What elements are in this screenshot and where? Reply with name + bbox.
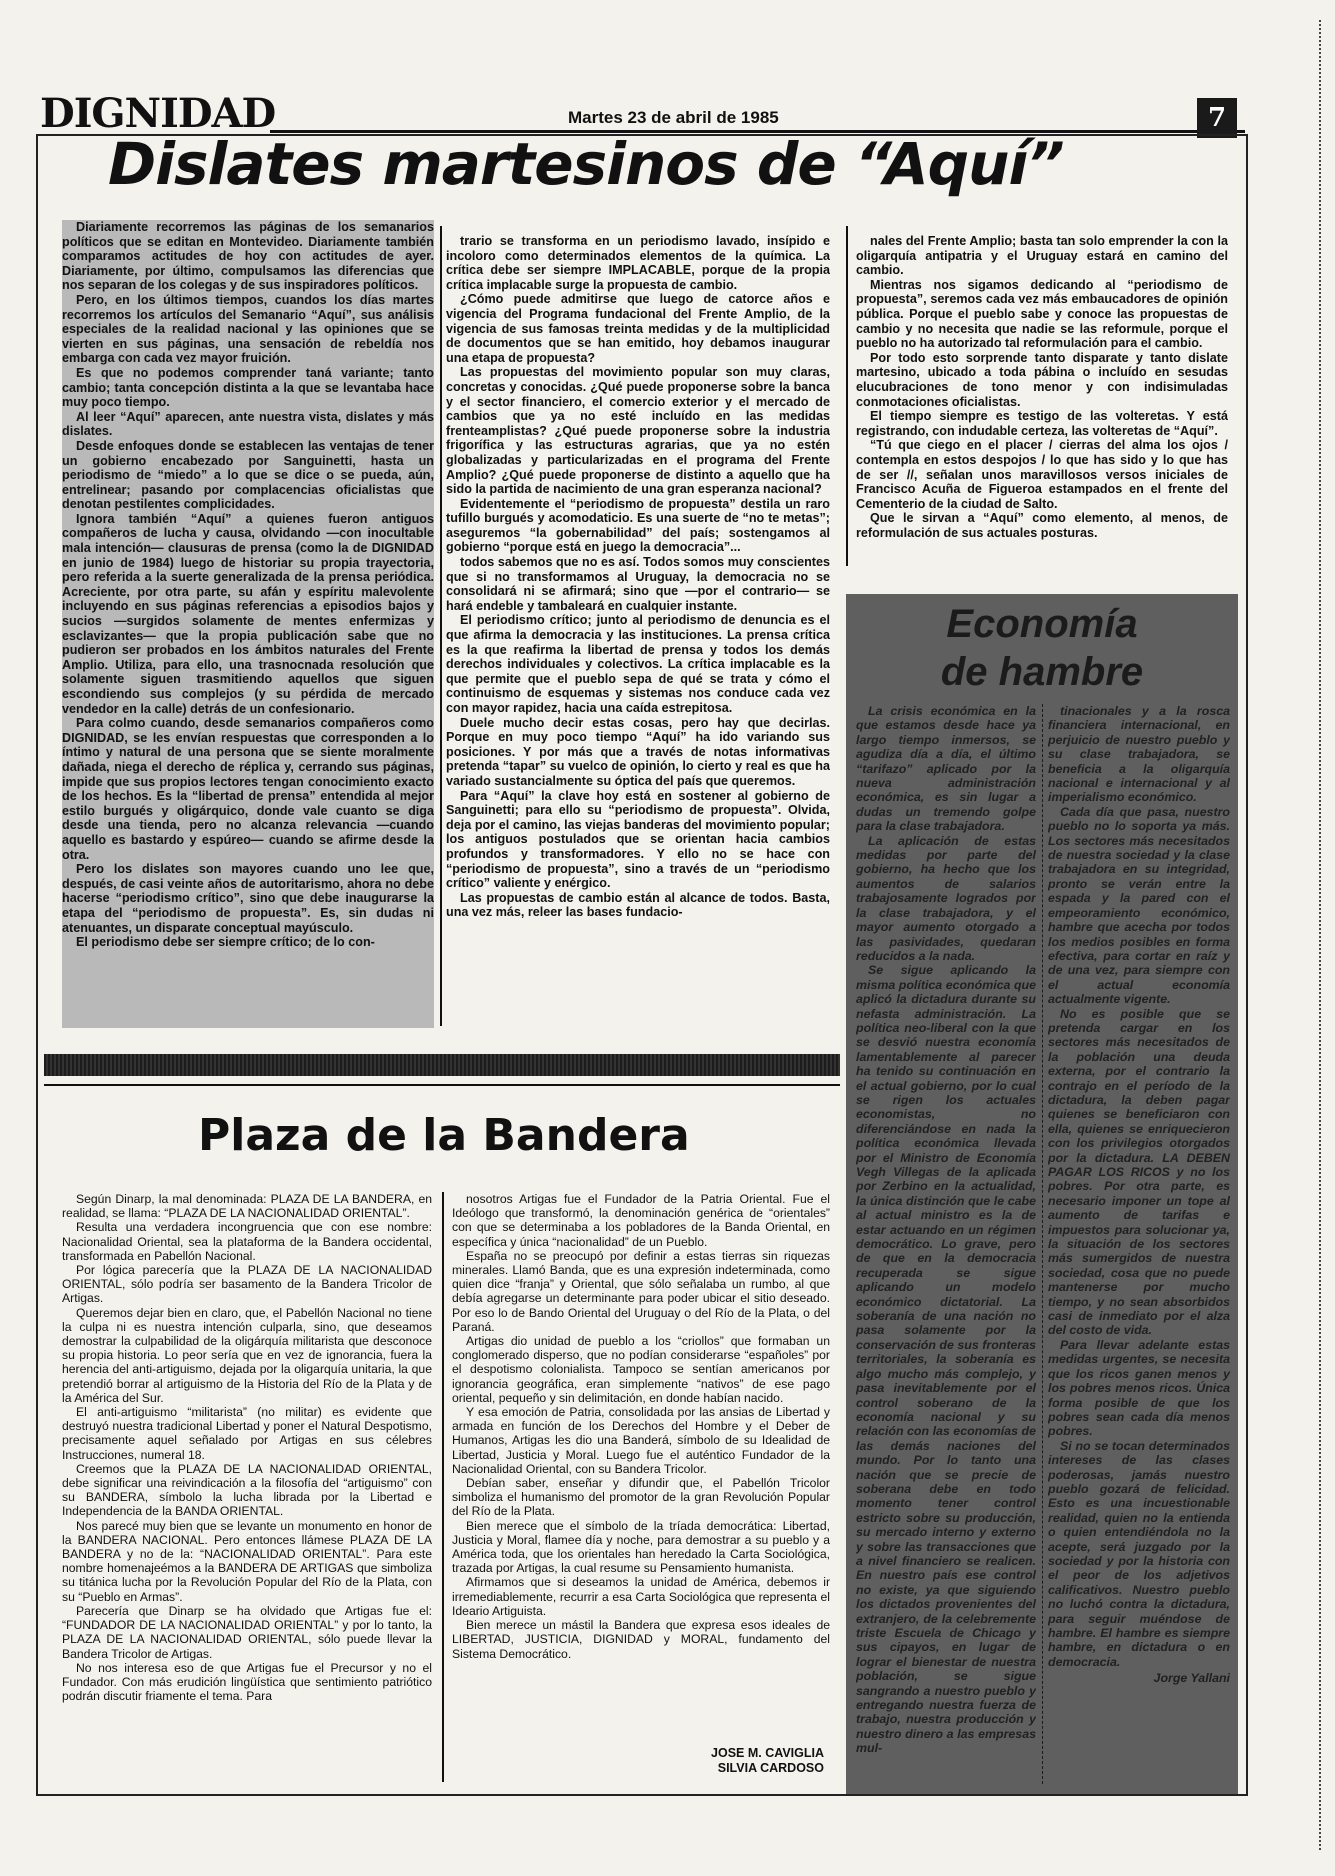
paragraph: Afirmamos que si deseamos la unidad de América, debemos ir irremediablemente, recurrir a esa Carta Sociológica que representa el Ideario Artiguista. <box>452 1575 830 1618</box>
paragraph: La aplicación de estas medidas por parte del gobierno, ha hecho que los aumentos de salarios trabajosamente logrados por la clase trabajadora, y el mayor aumento otorgado a las pasividades, quedaran reducidos a la nada. <box>856 833 1036 963</box>
article1-column-3 <box>856 234 1228 560</box>
paragraph: El periodismo crítico; junto al periodismo de denuncia es el que afirma la democracia y las instituciones. La prensa crítica es la que reafirma la libertad de prensa y todos los demás derechos individuales y colectivos. La crítica implacable es la que permite que el pueblo sepa de qué se trata y cómo el continuismo de esquemas y sistemas nos conduce cada vez con mayor rapidez, hacia una caída estrepitosa. <box>446 613 830 715</box>
paragraph: Resulta una verdadera incongruencia que con ese nombre: Nacionalidad Oriental, sea la plataforma de la Bandera occidental, transformada en Pabellón Nacional. <box>62 1220 432 1263</box>
paragraph: El anti-artiguismo “militarista” (no militar) es evidente que destruyó nuestra tradicional Libertad y poner el Natural Despotismo, precisamente aquel señalado por Artigas en sus célebres Instrucciones, numeral 18. <box>62 1405 432 1462</box>
economia-column-separator <box>1042 704 1043 1784</box>
paragraph: Que le sirvan a “Aquí” como elemento, al menos, de reformulación de sus actuales posturas. <box>856 511 1228 540</box>
economia-column-1 <box>856 704 1036 1790</box>
paragraph: Cada día que pasa, nuestro pueblo no lo soporta ya más. Los sectores más necesitados de nuestra sociedad y la clase trabajadora en su integridad, pronto se verán entre la espada y la pared con el empeoramiento económico, hambre que acecha por todos los medios posibles en forma efectiva, para cortar en raíz y de una vez, para siempre con el actual economía actualmente vigente. <box>1048 804 1230 1007</box>
article2-signature <box>600 1746 824 1776</box>
paragraph: Ignora también “Aquí” a quienes fueron antiguos compañeros de lucha y causa, olvidando —con inocultable mala intención— clausuras de prensa (como la de DIGNIDAD en junio de 1984) luego de historiar su propia trayectoria, pero referida a la suerte generalizada de la prensa periódica. Acreciente, por otra parte, su afán y espíritu malevolente incluyendo en sus páginas referencias a episodios bajos y sucios —surgidos solamente de mentes enfermizas y esclavizantes— que la propia publicación sabe que no pudieron ser probados en los ámbitos naturales del Frente Amplio. Utiliza, para ello, una trasnocnada resolución que solamente siguen trasmitiendo aquellos que siguen escondiendo sus complejos (y su pérdida de mercado vendedor en la calle) detrás de un confesionario. <box>62 511 434 716</box>
perforated-edge <box>1319 20 1321 1850</box>
paragraph: Queremos dejar bien en claro, que, el Pabellón Nacional no tiene la culpa ni es nuestra intención culparla, sino, que deseamos demostrar la culpabilidad de la oligárquía militarista que desconoce su propia historia. Lo peor sería que en vez de ignorancia, fuera la herencia del anti-artiguismo, dejada por la oligarquía unitaria, la que pretendió borrar al artiguismo de la Historia del Río de la Plata y de la América del Sur. <box>62 1305 432 1405</box>
paragraph: Parecería que Dinarp se ha olvidado que Artigas fue el: “FUNDADOR DE LA NACIONALIDAD ORIENTAL” y por lo tanto, la PLAZA DE LA NACIONALIDAD ORIENTAL, sólo puede llevar la Bandera Tricolor de Artigas. <box>62 1603 432 1661</box>
paragraph: Pero los dislates son mayores cuando uno lee que, después, de casi veinte años de autoritarismo, ahora no debe hacerse “periodismo crítico”, sino que debe inaugurarse la etapa del “periodismo de propuesta”. Es, sin dudas ni atenuantes, un disparate conceptual mayúsculo. <box>62 862 434 935</box>
section-rule <box>44 1084 840 1086</box>
paragraph: tinacionales y a la rosca financiera internacional, en perjuicio de nuestro pueblo y su clase trabajadora, se beneficia a la oligarquía nacional e internacional y al imperialismo económico. <box>1048 704 1230 805</box>
issue-date: Martes 23 de abril de 1985 <box>568 108 779 127</box>
economia-column-2 <box>1048 704 1230 1790</box>
paragraph: Pero, en los últimos tiempos, cuandos los días martes recorremos los artículos del Semanario “Aquí”, sus análisis especiales de la realidad nacional y las opiniones que se vierten en sus páginas, una sensación de rebeldía nos embarga con cada vez mayor fruición. <box>62 292 434 366</box>
paragraph: Artigas dio unidad de pueblo a los “criollos” que formaban un conglomerado disperso, que no podían considerarse “españoles” por el despotismo colonialista. Tampoco se sentían americanos por ignorancia geográfica, eran simplemente “nativos” de ese pago oriental, pequeño y sin delimitación, en donde habían nacido. <box>452 1334 830 1405</box>
signature-name: SILVIA CARDOSO <box>717 1761 824 1775</box>
economia-author: Jorge Yallani <box>1153 1671 1230 1686</box>
paragraph: Por todo esto sorprende tanto disparate y tanto dislate martesino, ubicado a toda pábina o incluído en sesudas elucubraciones de tono menor y con indisimuladas conmotaciones oficialistas. <box>856 350 1228 409</box>
paragraph: Duele mucho decir estas cosas, pero hay que decirlas. Porque en muy poco tiempo “Aquí” ha ido variando sus posiciones. Y por más que a través de notas informativas pretenda “tapar” su vuelco de opinión, lo cierto y real es que ha variado sustancialmente su óptica del país que queremos. <box>446 715 830 788</box>
paragraph: Según Dinarp, la mal denominada: PLAZA DE LA BANDERA, en realidad, se llama: “PLAZA DE LA NACIONALIDAD ORIENTAL”. <box>62 1192 432 1221</box>
paragraph: trario se transforma en un periodismo lavado, insípido e incoloro como determinados elementos de la química. La crítica debe ser siempre IMPLACABLE, porque de la propia crítica implacable surge la propuesta de cambio. <box>446 234 830 292</box>
article1-column-1 <box>62 220 434 1028</box>
paragraph: todos sabemos que no es así. Todos somos muy conscientes que si no transformamos al Uruguay, la democracia no se consolidará ni se afirmará; sino que —por el contrario— se hará endeble y tambaleará en cualquier instante. <box>446 555 830 613</box>
paragraph: La crisis económica en la que estamos desde hace ya largo tiempo inmersos, se agudiza día a día, el último “tarifazo” aplicado por la nueva administración económica, es sin lugar a dudas un tremendo golpe para la clase trabajadora. <box>856 704 1036 834</box>
headline-dislates: Dislates martesinos de “Aquí” <box>108 130 1064 198</box>
column-rule <box>846 226 848 566</box>
paragraph: Debían saber, enseñar y difundir que, el Pabellón Tricolor simboliza el humanismo del promotor de la gran Revolución Popular del Río de la Plata. <box>452 1476 830 1519</box>
article2-column-1 <box>62 1192 432 1772</box>
paragraph: Para colmo cuando, desde semanarios compañeros como DIGNIDAD, se les envían respuestas que corresponden a lo íntimo y natural de una persona que se siente moralmente dañada, niega el derecho de réplica y, cerrando sus páginas, impide que sus propios lectores tengan conocimiento exacto de los hechos. Es la “libertad de prensa” entendida al mejor estilo burgués y oligárquico, donde vale cuanto se diga desde una tienda, pero no alcanza relevancia —cuando aquello es bastardo y espúreo— cuando se afirme desde la otra. <box>62 716 434 862</box>
paragraph: Nos parecé muy bien que se levante un monumento en honor de la BANDERA NACIONAL. Pero entonces llámese PLAZA DE LA BANDERA y no de la: “NACIONALIDAD ORIENTAL”. Para este nombre homenajeémos a la BANDERA DE ARTIGAS que simboliza su titánica lucha por la Revolución Popular del Río de la Plata, con su “Pueblo en Armas”. <box>62 1518 432 1604</box>
paragraph: Las propuestas de cambio están al alcance de todos. Basta, una vez más, releer las bases fundacio- <box>446 890 830 920</box>
paragraph: Las propuestas del movimiento popular son muy claras, concretas y conocidas. ¿Qué puede proponerse sobre la banca y el sector financiero, el comercio exterior y el mercado de cambios que ya no esté incluído en las medidas frenteamplistas? ¿Qué puede proponerse sobre la industria frigorífica y las estructuras agrarias, que ya no estén globalizadas y particularizadas en el programa del Frente Amplio? ¿Qué puede proponerse de distinto a aquello que ha sido la partida de nacimiento de una gran esperanza nacional? <box>446 365 830 497</box>
paragraph: “Tú que ciego en el placer / cierras del alma los ojos / contempla en estos despojos / lo que has sido y lo que has de ser //, señalan unos maravillosos versos iniciales de Francisco Acuña de Figueroa estampados en el frente del Cementerio de la ciudad de Salto. <box>856 438 1228 511</box>
column-rule <box>442 1192 444 1782</box>
paragraph: El tiempo siempre es testigo de las volteretas. Y está registrando, con indudable certeza, las volteretas de “Aquí”. <box>856 409 1228 438</box>
paragraph: nales del Frente Amplio; basta tan solo emprender la con la oligarquía antipatria y el Uruguay estará en camino del cambio. <box>856 234 1228 278</box>
paragraph: Es que no podemos comprender taná variante; tanto cambio; tanta concepción distinta a la que se levantaba hace muy poco tiempo. <box>62 365 434 410</box>
article2-column-2 <box>452 1192 830 1732</box>
paragraph: Para llevar adelante estas medidas urgentes, se necesita que los ricos ganen menos y los pobres menos ricos. Única forma posible de que los pobres sean cada día menos pobres. <box>1048 1337 1230 1439</box>
paragraph: Bien merece que el símbolo de la tríada democrática: Libertad, Justicia y Moral, flamee día y noche, para demostrar a su pueblo y a América toda, que los orientales han heredado la Carta Sociológica, trazada por Artigas, la cual resume su Pensamiento humanista. <box>452 1518 830 1576</box>
paragraph: Desde enfoques donde se establecen las ventajas de tener un gobierno encabezado por Sanguinetti, hasta un periodismo de “miedo” a lo que se dice o se pueda, aún, entrelinear; pasando por complacencias oficialistas que denotan pestilentes complicidades. <box>62 438 434 512</box>
paragraph: España no se preocupó por definir a estas tierras sin riquezas minerales. Llamó Banda, que es una expresión indeterminada, como quien dice “franja” y Oriental, que sólo señalaba un rumbo, al que debía agregarse un determinante para poder ubicar el sitio deseado. Por eso lo de Bando Oriental del Uruguay o del Río de la Plata, o del Paraná. <box>452 1248 830 1334</box>
section-separator-band <box>44 1054 840 1076</box>
paragraph: Y esa emoción de Patria, consolidada por las ansias de Libertad y armada en función de los Derechos del Hombre y el Deber de Humanos, Artigas les dio una Banderá, símbolo de su Idealidad de Libertad, Justicia y Moral. Luego fue el auténtico Fundador de la Nacionalidad Oriental, con su Bandera Tricolor. <box>452 1405 830 1476</box>
paragraph: Evidentemente el “periodismo de propuesta” destila un raro tufillo burgués y acomodaticio. Es una suerte de “no te metas”; aseguremos “la gobernabilidad” del país; sostengamos al gobierno “porque está en juego la democracia”... <box>446 496 830 555</box>
paragraph: Al leer “Aquí” aparecen, ante nuestra vista, dislates y más dislates. <box>62 409 434 439</box>
paragraph: Creemos que la PLAZA DE LA NACIONALIDAD ORIENTAL, debe significar una reivindicación a la filosofía del “artiguismo” con su BANDERA, símbolo la lucha librada por la Libertad e Independencia de la BANDA ORIENTAL. <box>62 1461 432 1519</box>
page-number: 7 <box>1197 98 1237 138</box>
economia-de-hambre-box <box>846 594 1238 1794</box>
paragraph: El periodismo debe ser siempre crítico; de lo con- <box>76 935 375 950</box>
article1-column-2 <box>446 234 830 1020</box>
paragraph: Para “Aquí” la clave hoy está en sostener al gobierno de Sanguinetti; para ello su “periodismo de propuesta”. Olvida, deja por el camino, las viejas banderas del movimiento popular; los antiguos postulados que se orientan hacia cambios profundos y transformadores. Y ello no se hace con “periodismo de propuesta”, sino a través de un “periodismo crítico” valiente y enérgico. <box>446 788 830 891</box>
paragraph: Diariamente recorremos las páginas de los semanarios políticos que se editan en Montevideo. Diariamente también comparamos actitudes de hoy con actitudes de ayer. Diariamente, por último, compulsamos las diferencias que nos separan de los colegas y de sus inspiradores políticos. <box>62 220 434 293</box>
paragraph: ¿Cómo puede admitirse que luego de catorce años e vigencia del Programa fundacional del Frente Amplio, de la vigencia de sus famosas treinta medidas y de la multiplicidad de documentos que se han emitido, hoy debamos inaugurar una etapa de propuesta? <box>446 292 830 365</box>
paragraph: Mientras nos sigamos dedicando al “periodismo de propuesta”, seremos cada vez más embaucadores de opinión pública. Porque el pueblo sabe y conoce las propuestas de cambio y no necesita que nadie se las reformule, porque el pueblo no ha autorizado tal reformulación para el cambio. <box>856 277 1228 351</box>
paragraph: nosotros Artigas fue el Fundador de la Patria Oriental. Fue el Ideólogo que transformó, la denominación genérica de “orientales” con que se determinaba a los pobladores de la Banda Oriental, en específica y única “nacionalidad” de un Pueblo. <box>452 1192 830 1249</box>
publication-logo: DIGNIDAD <box>40 90 276 137</box>
paragraph: Por lógica parecería que la PLAZA DE LA NACIONALIDAD ORIENTAL, sólo podría ser basamento de la Bandera Tricolor de Artigas. <box>62 1263 432 1306</box>
paragraph: No nos interesa eso de que Artigas fue el Precursor y no el Fundador. Con más erudición lingüística que sentimiento patriótico podrán discutir friamente el tema. Para <box>62 1660 432 1704</box>
column-rule <box>440 226 442 1026</box>
economia-title-line-1: Economía <box>946 602 1138 646</box>
paragraph: Bien merece un mástil la Bandera que expresa esos ideales de LIBERTAD, JUSTICIA, DIGNIDAD y MORAL, fundamento del Sistema Democrático. <box>452 1618 830 1661</box>
paragraph: Se sigue aplicando la misma política económica que aplicó la dictadura durante su nefasta administración. La política neo-liberal con la que se desvió nuestra economía lamentablemente al parecer ha tenido su continuación en el actual gobierno, por lo cual se rigen los actuales economistas, no diferenciándose en nada la política económica llevada por el Ministro de Economía Vegh Villegas de la aplicada por Zerbino en la actualidad, la única distinción que le cabe al actual ministro es la de estar actuando en un régimen democrático. Lo grave, pero de que en la democracia recuperada se sigue aplicando un modelo económico dictatorial. La soberanía de una nación no pasa solamente por la conservación de sus fronteras territoriales, la soberanía es algo mucho más complejo, y pasa inevitablemente por el control soberano de la economía nacional y su relación con las economías de las demás naciones del mundo. Por lo tanto una nación que se precie de soberana debe en todo momento tener control estricto sobre su producción, su mercado interno y externo y sobre las transacciones que a nivel financiero se realicen. En nuestro país ese control no existe, ya que siguiendo los dictados provenientes del extranjero, de la celebremente triste Escuela de Chicago y sus cipayos, en lugar de lograr el bienestar de nuestra población, se sigue sangrando a nuestro pueblo y entregando nuestra fuerza de trabajo, nuestra producción y nuestro dinero a las empresas mul- <box>856 963 1036 1756</box>
headline-plaza-de-la-bandera: Plaza de la Bandera <box>198 1110 690 1161</box>
economia-title-line-2: de hambre <box>940 650 1144 694</box>
signature-name: JOSE M. CAVIGLIA <box>711 1746 824 1760</box>
paragraph: No es posible que se pretenda cargar en los sectores más necesitados de la población una deuda externa, por el contrario la contrajo en el período de la dictadura, la deben pagar quienes se beneficiaron con ella, quienes se enriquecieron con los privilegios otorgados por la dictadura. LA DEBEN PAGAR LOS RICOS y no los pobres. Por otra parte, es necesario imponer un tope al aumento de tarifas e impuestos para solucionar ya, la situación de los sectores más sumergidos de nuestra sociedad, cosa que no puede mantenerse por mucho tiempo, y no sean absorbidos casi de inmediato por el alza del costo de vida. <box>1048 1006 1230 1338</box>
paragraph: Si no se tocan determinados intereses de las clases poderosas, jamás nuestro pueblo gozará de felicidad. Esto es una incuestionable realidad, quien no la entienda o quien entendiéndola no la acepte, será juzgado por la sociedad y por la historia con el peor de los adjetivos calificativos. Nuestro pueblo no luchó contra la dictadura, para seguir muéndose de hambre. El hambre es siempre hambre, en dictadura o en democracia. <box>1048 1438 1230 1669</box>
